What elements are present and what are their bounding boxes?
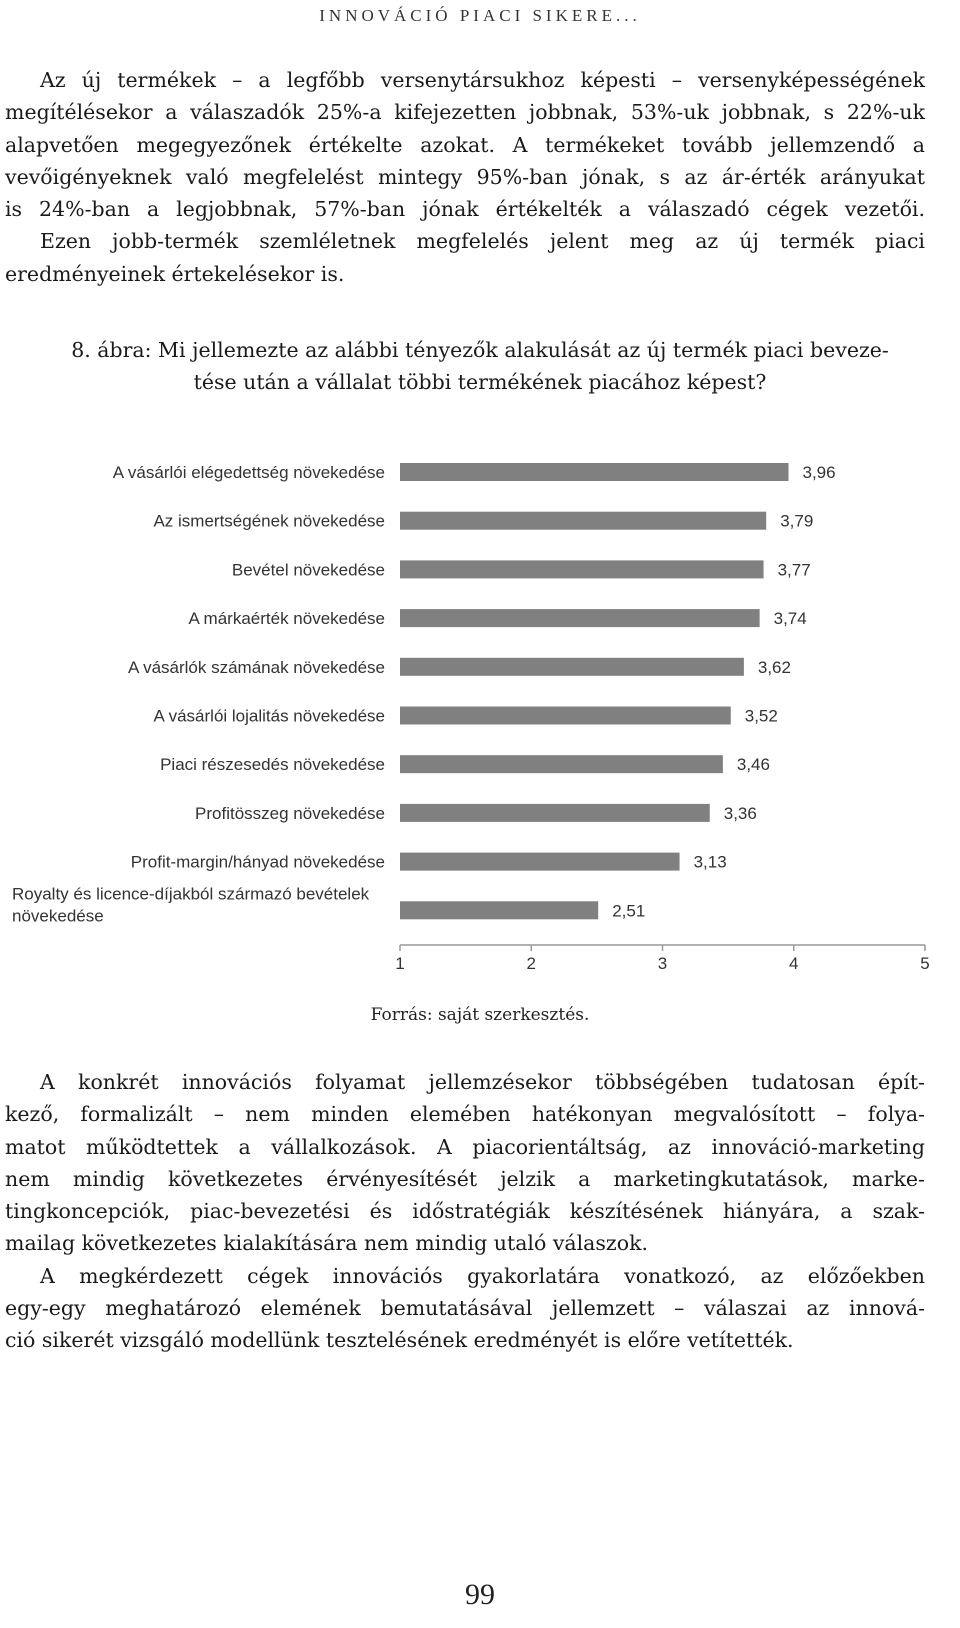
text-line: Az új termékek – a legfőbb versenytársukhoz képesti – versenyképességének — [40, 68, 925, 92]
category-label: A vásárlói lojalitás növekedése — [153, 706, 385, 726]
bar — [400, 853, 680, 871]
bar-value-label: 3,74 — [773, 609, 807, 629]
text-line: is 24%-ban a legjobbnak, 57%-ban jónak értékelték a válaszadó cégek vezetői. — [5, 197, 925, 222]
text-line: eredményeinek értekelésekor is. — [5, 261, 345, 286]
category-label: növekedése — [12, 906, 104, 926]
bar — [400, 512, 766, 530]
figure-source: Forrás: saját szerkesztés. — [370, 1005, 590, 1025]
category-label: Piaci részesedés növekedése — [160, 755, 385, 775]
x-tick-label: 4 — [789, 954, 799, 973]
category-label: A márkaérték növekedése — [188, 609, 385, 629]
bar — [400, 901, 598, 919]
category-label: Az ismertségének növekedése — [153, 511, 385, 531]
category-label: Profit-margin/hányad növekedése — [130, 852, 385, 872]
x-tick-label: 5 — [920, 954, 930, 973]
bar-value-label: 3,79 — [780, 511, 814, 531]
text-line: alapvetően megegyezőnek értékelte azokat. A termékeket tovább jellemzendő a — [5, 132, 925, 157]
category-label: Profitösszeg növekedése — [195, 803, 385, 823]
text-line: megítélésekor a válaszadók 25%-a kifejezetten jobbnak, 53%-uk jobbnak, s 22%-uk — [5, 100, 925, 125]
text-line: egy-egy meghatározó elemének bemutatásával jellemzett – válaszai az innová- — [5, 1296, 925, 1321]
figure-caption — [0, 334, 960, 399]
bar-value-label: 3,77 — [777, 560, 811, 580]
bar — [400, 463, 789, 481]
bar-value-label: 3,46 — [736, 755, 770, 775]
paragraph-2 — [5, 1066, 925, 1357]
running-head: INNOVÁCIÓ PIACI SIKERE... — [319, 6, 641, 25]
x-tick-label: 2 — [526, 954, 536, 973]
category-label: Bevétel növekedése — [231, 560, 385, 580]
bar — [400, 658, 744, 676]
text-line: vevőigényeknek való megfelelést mintegy 95%-ban jónak, s az ár-érték arányukat — [5, 164, 925, 189]
x-tick-label: 1 — [395, 954, 405, 973]
text-line: Ezen jobb-termék szemléletnek megfelelés jelent meg az új termék piaci — [40, 229, 925, 254]
bar — [400, 707, 731, 725]
paragraph-1 — [5, 64, 925, 290]
text-line: ció sikerét vizsgáló modellünk tesztelésének eredményét is előre vetítették. — [5, 1328, 794, 1353]
bar-value-label: 3,52 — [744, 706, 778, 726]
caption-line: 8. ábra: Mi jellemezte az alábbi tényezők alakulását az új termék piaci beveze- — [71, 338, 889, 362]
bar — [400, 560, 764, 578]
bar-chart — [0, 440, 960, 980]
text-line: A megkérdezett cégek innovációs gyakorlatára vonatkozó, az előzőekben — [40, 1263, 925, 1288]
text-line: A konkrét innovációs folyamat jellemzésekor többségében tudatosan épít- — [40, 1070, 925, 1094]
page-number: 99 — [465, 1578, 495, 1611]
category-label: Royalty és licence-díjakból származó bevételek — [12, 884, 370, 904]
bar — [400, 755, 723, 773]
caption-line: tése után a vállalat többi termékének piacához képest? — [193, 370, 767, 395]
bar — [400, 804, 710, 822]
bar-value-label: 3,36 — [723, 803, 757, 823]
category-label: A vásárlók számának növekedése — [127, 657, 385, 677]
text-line: matot működtettek a vállalkozások. A piacorientáltság, az innováció-marketing — [5, 1134, 925, 1159]
text-line: tingkoncepciók, piac-bevezetési és időstratégiák készítésének hiányára, a szak- — [5, 1199, 925, 1224]
text-line: kező, formalizált – nem minden elemében hatékonyan megvalósított – folya- — [5, 1102, 925, 1127]
text-line: nem mindig következetes érvényesítését jelzik a marketingkutatások, marke- — [5, 1166, 925, 1191]
bar-value-label: 3,13 — [693, 852, 727, 872]
bar-value-label: 2,51 — [612, 901, 646, 921]
text-line: mailag következetes kialakítására nem mindig utaló válaszok. — [5, 1231, 649, 1256]
bar — [400, 609, 760, 627]
category-label: A vásárlói elégedettség növekedése — [112, 463, 385, 482]
bar-value-label: 3,96 — [802, 463, 836, 482]
bar-value-label: 3,62 — [757, 657, 791, 677]
x-tick-label: 3 — [657, 954, 668, 973]
